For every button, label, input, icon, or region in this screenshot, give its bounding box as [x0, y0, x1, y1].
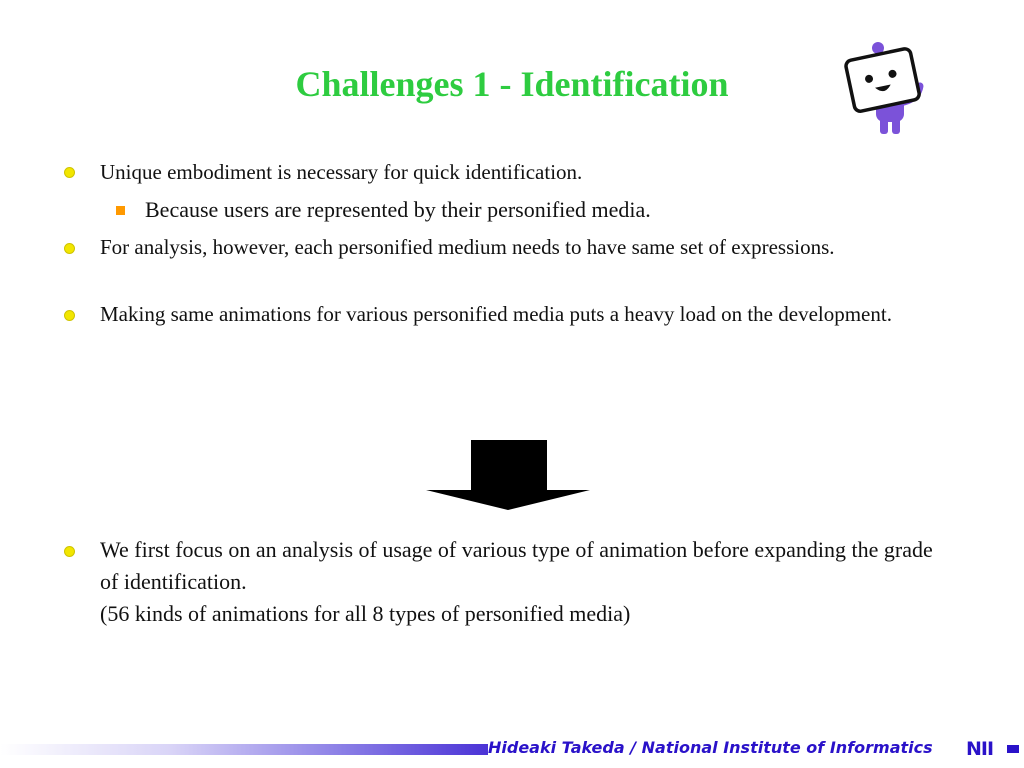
- sub-bullet-square: [116, 206, 125, 215]
- conclusion-text: We first focus on an analysis of usage of various type of animation before expanding the grade of identification.: [100, 537, 933, 594]
- bullet-dot: [64, 243, 75, 254]
- footer-author: Hideaki Takeda / National Institute of Informatics: [488, 738, 933, 757]
- bullet-item: Making same animations for various personified media puts a heavy load on the development.: [100, 302, 892, 326]
- footer-gradient-bar: [0, 744, 488, 755]
- bullet-item: Unique embodiment is necessary for quick identification.: [100, 160, 583, 184]
- sub-bullet-item: Because users are represented by their personified media.: [145, 197, 651, 222]
- conclusion-note: (56 kinds of animations for all 8 types of personified media): [100, 601, 631, 626]
- bullet-item: For analysis, however, each personified medium needs to have same set of expressions.: [100, 235, 835, 259]
- mascot-character-icon: [838, 40, 934, 140]
- down-arrow-icon: [426, 438, 590, 510]
- bullet-dot: [64, 310, 75, 321]
- bullet-dot: [64, 167, 75, 178]
- nii-logo: NII: [966, 738, 994, 760]
- nii-logo-square: [1007, 745, 1019, 753]
- bullet-dot: [64, 546, 75, 557]
- slide-title: Challenges 1 - Identification: [295, 64, 729, 104]
